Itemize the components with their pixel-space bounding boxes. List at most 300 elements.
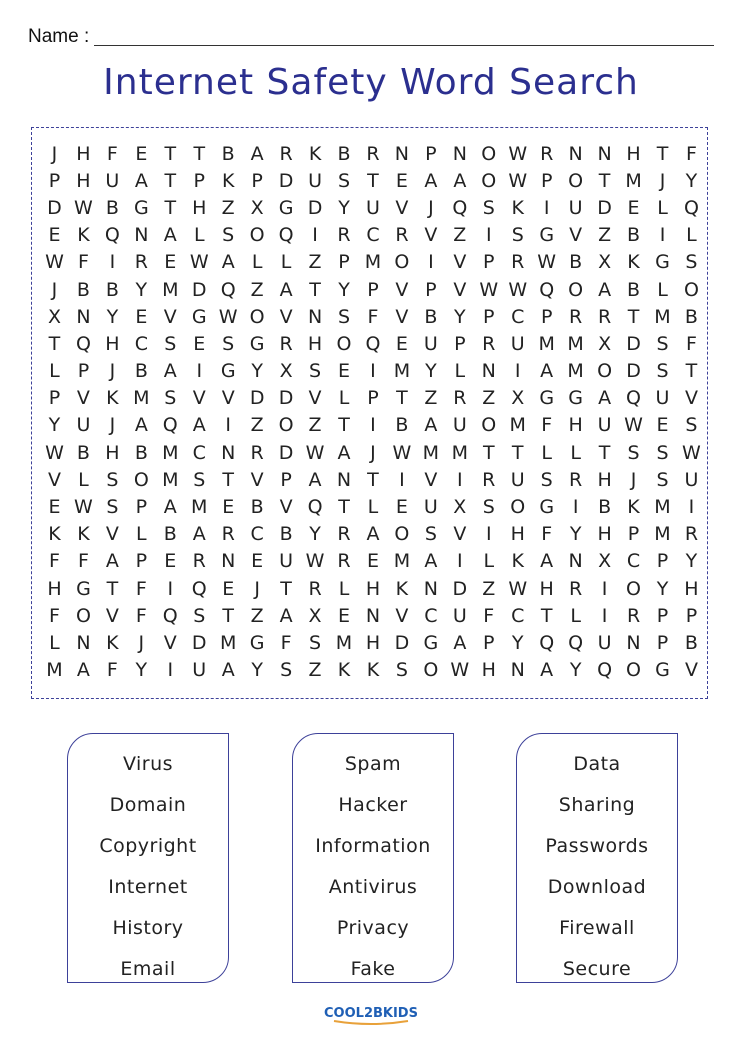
grid-letter[interactable]: K <box>366 659 380 682</box>
grid-letter[interactable]: W <box>624 414 643 437</box>
grid-letter[interactable]: I <box>601 577 608 600</box>
grid-letter[interactable]: P <box>77 360 90 383</box>
grid-letter[interactable]: S <box>193 604 206 627</box>
grid-letter[interactable]: I <box>572 496 579 519</box>
grid-letter[interactable]: D <box>626 360 641 383</box>
grid-letter[interactable]: Y <box>338 278 350 301</box>
grid-letter[interactable]: W <box>74 496 93 519</box>
grid-letter[interactable]: O <box>481 169 497 192</box>
grid-letter[interactable]: C <box>192 441 206 464</box>
grid-letter[interactable]: L <box>78 468 89 491</box>
grid-letter[interactable]: T <box>685 360 698 383</box>
grid-letter[interactable]: W <box>45 251 64 274</box>
grid-letter[interactable]: G <box>249 631 265 654</box>
grid-letter[interactable]: T <box>396 387 408 410</box>
grid-letter[interactable]: V <box>424 468 438 491</box>
grid-letter[interactable]: B <box>134 441 148 464</box>
grid-letter[interactable]: R <box>597 305 612 328</box>
grid-letter[interactable]: O <box>626 577 642 600</box>
grid-letter[interactable]: K <box>627 251 640 274</box>
grid-letter[interactable]: A <box>192 414 206 437</box>
grid-letter[interactable]: W <box>450 659 470 682</box>
grid-letter[interactable]: B <box>279 523 293 546</box>
grid-letter[interactable]: X <box>47 305 61 328</box>
grid-letter[interactable]: Z <box>308 251 322 274</box>
grid-letter[interactable]: O <box>394 251 410 274</box>
grid-letter[interactable]: R <box>540 142 554 165</box>
grid-letter[interactable]: W <box>305 550 325 573</box>
grid-letter[interactable]: S <box>164 387 177 410</box>
grid-letter[interactable]: R <box>279 142 293 165</box>
grid-letter[interactable]: V <box>684 387 698 410</box>
grid-letter[interactable]: K <box>77 523 90 546</box>
grid-letter[interactable]: C <box>626 550 641 573</box>
grid-letter[interactable]: A <box>134 169 148 192</box>
grid-letter[interactable]: O <box>336 332 352 355</box>
grid-letter[interactable]: S <box>395 659 408 682</box>
grid-letter[interactable]: W <box>45 441 64 464</box>
grid-letter[interactable]: H <box>307 332 323 355</box>
grid-letter[interactable]: O <box>75 604 91 627</box>
grid-letter[interactable]: D <box>278 169 294 192</box>
grid-letter[interactable]: V <box>308 387 322 410</box>
grid-letter[interactable]: U <box>76 414 91 437</box>
grid-letter[interactable]: O <box>278 414 294 437</box>
grid-letter[interactable]: K <box>48 523 61 546</box>
grid-letter[interactable]: H <box>105 441 120 464</box>
grid-letter[interactable]: R <box>395 224 409 247</box>
grid-letter[interactable]: M <box>567 332 584 355</box>
grid-letter[interactable]: C <box>424 604 438 627</box>
grid-letter[interactable]: P <box>454 332 466 355</box>
grid-letter[interactable]: U <box>308 169 323 192</box>
grid-letter[interactable]: P <box>425 278 437 301</box>
grid-letter[interactable]: F <box>49 604 60 627</box>
grid-letter[interactable]: H <box>626 142 641 165</box>
grid-letter[interactable]: Z <box>250 414 264 437</box>
grid-letter[interactable]: G <box>191 305 207 328</box>
grid-letter[interactable]: C <box>511 305 525 328</box>
grid-letter[interactable]: O <box>683 278 699 301</box>
grid-letter[interactable]: D <box>249 387 265 410</box>
grid-letter[interactable]: I <box>688 496 695 519</box>
grid-letter[interactable]: Q <box>597 659 613 682</box>
grid-letter[interactable]: V <box>279 305 293 328</box>
grid-letter[interactable]: M <box>654 496 671 519</box>
grid-letter[interactable]: A <box>453 631 467 654</box>
grid-letter[interactable]: T <box>598 169 611 192</box>
grid-letter[interactable]: I <box>428 251 434 274</box>
grid-letter[interactable]: P <box>656 550 669 573</box>
grid-letter[interactable]: T <box>598 441 611 464</box>
grid-letter[interactable]: O <box>249 305 265 328</box>
grid-letter[interactable]: M <box>509 414 526 437</box>
grid-letter[interactable]: Y <box>685 169 698 192</box>
grid-letter[interactable]: M <box>162 441 179 464</box>
grid-letter[interactable]: G <box>539 496 555 519</box>
grid-letter[interactable]: A <box>76 659 90 682</box>
grid-letter[interactable]: G <box>220 360 236 383</box>
grid-letter[interactable]: X <box>598 332 612 355</box>
grid-letter[interactable]: S <box>540 468 553 491</box>
grid-letter[interactable]: B <box>250 496 264 519</box>
grid-letter[interactable]: M <box>162 468 179 491</box>
grid-letter[interactable]: A <box>540 659 554 682</box>
grid-letter[interactable]: I <box>543 196 550 219</box>
grid-letter[interactable]: P <box>338 251 350 274</box>
grid-letter[interactable]: F <box>483 604 495 627</box>
grid-letter[interactable]: M <box>422 441 440 464</box>
grid-letter[interactable]: L <box>686 224 697 247</box>
grid-letter[interactable]: N <box>626 631 641 654</box>
grid-letter[interactable]: D <box>47 196 62 219</box>
grid-letter[interactable]: X <box>453 496 467 519</box>
grid-letter[interactable]: F <box>135 577 147 600</box>
grid-letter[interactable]: J <box>109 414 116 437</box>
grid-letter[interactable]: G <box>539 224 555 247</box>
grid-letter[interactable]: S <box>164 332 177 355</box>
grid-letter[interactable]: J <box>138 631 145 654</box>
grid-letter[interactable]: T <box>222 604 234 627</box>
grid-letter[interactable]: Q <box>539 631 555 654</box>
grid-letter[interactable]: U <box>423 332 438 355</box>
grid-letter[interactable]: U <box>510 332 525 355</box>
grid-letter[interactable]: O <box>423 659 439 682</box>
grid-letter[interactable]: S <box>309 360 322 383</box>
grid-letter[interactable]: S <box>222 332 235 355</box>
grid-letter[interactable]: G <box>655 251 670 274</box>
grid-letter[interactable]: I <box>225 414 231 437</box>
grid-letter[interactable]: W <box>508 142 528 165</box>
grid-letter[interactable]: F <box>685 142 697 165</box>
grid-letter[interactable]: L <box>49 631 60 654</box>
grid-letter[interactable]: M <box>335 631 353 654</box>
grid-letter[interactable]: Y <box>251 659 263 682</box>
grid-letter[interactable]: O <box>394 523 410 546</box>
grid-letter[interactable]: N <box>76 305 91 328</box>
grid-letter[interactable]: L <box>367 496 379 519</box>
grid-letter[interactable]: Y <box>454 305 466 328</box>
grid-letter[interactable]: H <box>684 577 699 600</box>
grid-letter[interactable]: V <box>250 468 264 491</box>
grid-letter[interactable]: N <box>134 224 149 247</box>
grid-letter[interactable]: B <box>163 523 177 546</box>
grid-letter[interactable]: U <box>452 414 467 437</box>
grid-letter[interactable]: M <box>364 251 382 274</box>
grid-letter[interactable]: I <box>457 550 463 573</box>
grid-letter[interactable]: T <box>106 577 119 600</box>
grid-letter[interactable]: Q <box>365 332 381 355</box>
grid-letter[interactable]: Q <box>307 496 323 519</box>
grid-letter[interactable]: S <box>656 468 669 491</box>
grid-letter[interactable]: P <box>48 387 61 410</box>
grid-letter[interactable]: M <box>654 523 671 546</box>
grid-letter[interactable]: K <box>627 496 640 519</box>
grid-letter[interactable]: J <box>254 577 260 600</box>
grid-letter[interactable]: W <box>508 577 528 600</box>
grid-letter[interactable]: M <box>46 659 63 682</box>
grid-letter[interactable]: B <box>105 196 119 219</box>
grid-letter[interactable]: R <box>684 523 699 546</box>
grid-letter[interactable]: S <box>337 305 351 328</box>
grid-letter[interactable]: N <box>221 441 236 464</box>
grid-letter[interactable]: B <box>221 142 235 165</box>
grid-letter[interactable]: M <box>162 278 179 301</box>
grid-letter[interactable]: E <box>222 577 235 600</box>
grid-letter[interactable]: E <box>135 305 148 328</box>
grid-letter[interactable]: E <box>395 496 408 519</box>
grid-letter[interactable]: E <box>656 414 669 437</box>
grid-letter[interactable]: F <box>77 251 89 274</box>
grid-letter[interactable]: R <box>569 468 583 491</box>
grid-letter[interactable]: M <box>219 631 237 654</box>
grid-letter[interactable]: L <box>136 523 147 546</box>
grid-letter[interactable]: P <box>540 305 553 328</box>
grid-letter[interactable]: L <box>570 604 581 627</box>
grid-letter[interactable]: N <box>394 142 410 165</box>
grid-letter[interactable]: I <box>601 604 608 627</box>
grid-letter[interactable]: P <box>193 169 205 192</box>
grid-letter[interactable]: Y <box>135 659 148 682</box>
grid-letter[interactable]: L <box>338 577 350 600</box>
grid-letter[interactable]: U <box>192 659 207 682</box>
grid-letter[interactable]: S <box>511 224 524 247</box>
grid-letter[interactable]: H <box>539 577 554 600</box>
grid-letter[interactable]: M <box>451 441 469 464</box>
grid-letter[interactable]: F <box>367 305 379 328</box>
grid-letter[interactable]: P <box>540 169 553 192</box>
grid-letter[interactable]: C <box>511 604 525 627</box>
grid-letter[interactable]: V <box>424 224 438 247</box>
grid-letter[interactable]: I <box>196 360 203 383</box>
grid-letter[interactable]: L <box>541 441 552 464</box>
grid-letter[interactable]: L <box>657 278 668 301</box>
grid-letter[interactable]: T <box>627 305 640 328</box>
grid-letter[interactable]: A <box>192 523 206 546</box>
grid-letter[interactable]: D <box>394 631 410 654</box>
grid-letter[interactable]: V <box>684 659 698 682</box>
grid-letter[interactable]: V <box>76 387 90 410</box>
grid-letter[interactable]: L <box>483 550 495 573</box>
grid-letter[interactable]: Z <box>308 659 322 682</box>
grid-letter[interactable]: Y <box>106 305 119 328</box>
grid-letter[interactable]: S <box>280 659 293 682</box>
grid-letter[interactable]: E <box>251 550 264 573</box>
grid-letter[interactable]: N <box>510 659 525 682</box>
grid-letter[interactable]: L <box>49 360 60 383</box>
grid-letter[interactable]: A <box>337 441 351 464</box>
name-line[interactable] <box>94 45 714 46</box>
grid-letter[interactable]: D <box>191 631 207 654</box>
grid-letter[interactable]: O <box>568 169 584 192</box>
grid-letter[interactable]: E <box>48 496 61 519</box>
grid-letter[interactable]: J <box>370 441 376 464</box>
grid-letter[interactable]: P <box>656 604 669 627</box>
grid-letter[interactable]: A <box>163 224 177 247</box>
grid-letter[interactable]: Y <box>425 360 437 383</box>
grid-letter[interactable]: Q <box>220 278 236 301</box>
grid-letter[interactable]: G <box>249 332 265 355</box>
grid-letter[interactable]: S <box>656 332 669 355</box>
grid-letter[interactable]: V <box>453 523 467 546</box>
grid-letter[interactable]: T <box>222 468 234 491</box>
grid-letter[interactable]: P <box>685 604 698 627</box>
grid-letter[interactable]: U <box>655 387 670 410</box>
grid-letter[interactable]: K <box>77 224 90 247</box>
grid-letter[interactable]: G <box>423 631 439 654</box>
grid-letter[interactable]: N <box>597 142 612 165</box>
grid-letter[interactable]: D <box>307 196 323 219</box>
grid-letter[interactable]: V <box>163 305 177 328</box>
grid-letter[interactable]: D <box>597 196 612 219</box>
grid-letter[interactable]: S <box>222 224 235 247</box>
grid-letter[interactable]: P <box>425 142 437 165</box>
grid-letter[interactable]: P <box>483 305 495 328</box>
grid-letter[interactable]: Z <box>453 224 467 247</box>
grid-letter[interactable]: A <box>279 278 293 301</box>
grid-letter[interactable]: T <box>280 577 292 600</box>
grid-letter[interactable]: L <box>657 196 668 219</box>
grid-letter[interactable]: F <box>106 142 118 165</box>
grid-letter[interactable]: K <box>106 387 119 410</box>
grid-letter[interactable]: I <box>312 224 318 247</box>
grid-letter[interactable]: H <box>76 169 91 192</box>
grid-letter[interactable]: B <box>598 496 612 519</box>
grid-letter[interactable]: N <box>423 577 438 600</box>
grid-letter[interactable]: Q <box>683 196 699 219</box>
grid-letter[interactable]: U <box>568 196 583 219</box>
grid-letter[interactable]: H <box>510 523 525 546</box>
grid-letter[interactable]: T <box>367 468 379 491</box>
grid-letter[interactable]: T <box>656 142 669 165</box>
grid-letter[interactable]: R <box>453 387 467 410</box>
grid-letter[interactable]: H <box>568 414 583 437</box>
grid-letter[interactable]: R <box>279 332 293 355</box>
grid-letter[interactable]: Y <box>135 278 148 301</box>
grid-letter[interactable]: U <box>684 468 699 491</box>
grid-letter[interactable]: I <box>370 414 376 437</box>
grid-letter[interactable]: W <box>508 278 528 301</box>
grid-letter[interactable]: I <box>109 251 116 274</box>
grid-letter[interactable]: U <box>105 169 120 192</box>
grid-letter[interactable]: I <box>659 224 666 247</box>
grid-letter[interactable]: Q <box>162 414 178 437</box>
grid-letter[interactable]: X <box>250 196 264 219</box>
grid-letter[interactable]: L <box>193 224 205 247</box>
grid-letter[interactable]: V <box>192 387 206 410</box>
grid-letter[interactable]: M <box>567 360 584 383</box>
grid-letter[interactable]: Q <box>626 387 642 410</box>
grid-letter[interactable]: W <box>508 169 528 192</box>
grid-letter[interactable]: E <box>135 142 148 165</box>
grid-letter[interactable]: M <box>191 496 208 519</box>
grid-letter[interactable]: E <box>164 550 177 573</box>
grid-letter[interactable]: O <box>510 496 526 519</box>
grid-letter[interactable]: H <box>192 196 207 219</box>
grid-letter[interactable]: B <box>424 305 438 328</box>
grid-letter[interactable]: Z <box>424 387 438 410</box>
grid-letter[interactable]: S <box>337 169 351 192</box>
grid-letter[interactable]: B <box>684 631 698 654</box>
grid-letter[interactable]: V <box>395 604 409 627</box>
grid-letter[interactable]: L <box>338 387 350 410</box>
grid-letter[interactable]: B <box>395 414 409 437</box>
grid-letter[interactable]: C <box>366 224 380 247</box>
grid-letter[interactable]: S <box>424 523 437 546</box>
grid-letter[interactable]: J <box>51 278 58 301</box>
grid-letter[interactable]: W <box>392 441 412 464</box>
grid-letter[interactable]: L <box>454 360 466 383</box>
grid-letter[interactable]: A <box>163 496 177 519</box>
grid-letter[interactable]: H <box>481 659 496 682</box>
grid-letter[interactable]: P <box>251 169 263 192</box>
grid-letter[interactable]: M <box>393 360 411 383</box>
grid-letter[interactable]: J <box>630 468 637 491</box>
grid-letter[interactable]: S <box>656 360 669 383</box>
grid-letter[interactable]: B <box>76 278 90 301</box>
grid-letter[interactable]: S <box>482 196 495 219</box>
grid-letter[interactable]: T <box>193 142 206 165</box>
grid-letter[interactable]: T <box>540 604 553 627</box>
grid-letter[interactable]: Z <box>482 387 496 410</box>
grid-letter[interactable]: I <box>167 659 174 682</box>
grid-letter[interactable]: H <box>76 142 91 165</box>
grid-letter[interactable]: B <box>105 278 119 301</box>
grid-letter[interactable]: U <box>510 468 525 491</box>
grid-letter[interactable]: E <box>395 169 408 192</box>
grid-letter[interactable]: F <box>685 332 697 355</box>
grid-letter[interactable]: V <box>163 631 177 654</box>
grid-letter[interactable]: R <box>569 305 583 328</box>
grid-letter[interactable]: I <box>370 360 376 383</box>
grid-letter[interactable]: Z <box>221 196 235 219</box>
grid-letter[interactable]: L <box>570 441 581 464</box>
grid-letter[interactable]: X <box>598 550 612 573</box>
grid-letter[interactable]: P <box>135 496 148 519</box>
grid-letter[interactable]: C <box>134 332 148 355</box>
grid-letter[interactable]: F <box>135 604 147 627</box>
grid-letter[interactable]: X <box>511 387 525 410</box>
grid-letter[interactable]: O <box>133 468 149 491</box>
grid-letter[interactable]: F <box>77 550 89 573</box>
grid-letter[interactable]: Y <box>685 550 698 573</box>
grid-letter[interactable]: N <box>481 360 496 383</box>
grid-letter[interactable]: A <box>366 523 380 546</box>
grid-letter[interactable]: N <box>365 604 381 627</box>
grid-letter[interactable]: W <box>537 251 557 274</box>
grid-letter[interactable]: N <box>336 468 352 491</box>
grid-letter[interactable]: R <box>308 577 322 600</box>
grid-letter[interactable]: Q <box>104 224 120 247</box>
grid-letter[interactable]: Q <box>452 196 468 219</box>
grid-letter[interactable]: F <box>49 550 60 573</box>
grid-letter[interactable]: Q <box>162 604 178 627</box>
grid-letter[interactable]: R <box>626 604 641 627</box>
grid-letter[interactable]: T <box>511 441 524 464</box>
grid-letter[interactable]: S <box>685 414 698 437</box>
grid-letter[interactable]: M <box>538 332 555 355</box>
grid-letter[interactable]: Z <box>598 224 612 247</box>
grid-letter[interactable]: T <box>164 169 177 192</box>
grid-letter[interactable]: A <box>424 550 438 573</box>
grid-letter[interactable]: K <box>106 631 119 654</box>
grid-letter[interactable]: Q <box>75 332 91 355</box>
grid-letter[interactable]: J <box>428 196 434 219</box>
grid-letter[interactable]: W <box>189 251 209 274</box>
grid-letter[interactable]: R <box>569 577 583 600</box>
grid-letter[interactable]: G <box>655 659 670 682</box>
grid-letter[interactable]: T <box>367 169 379 192</box>
